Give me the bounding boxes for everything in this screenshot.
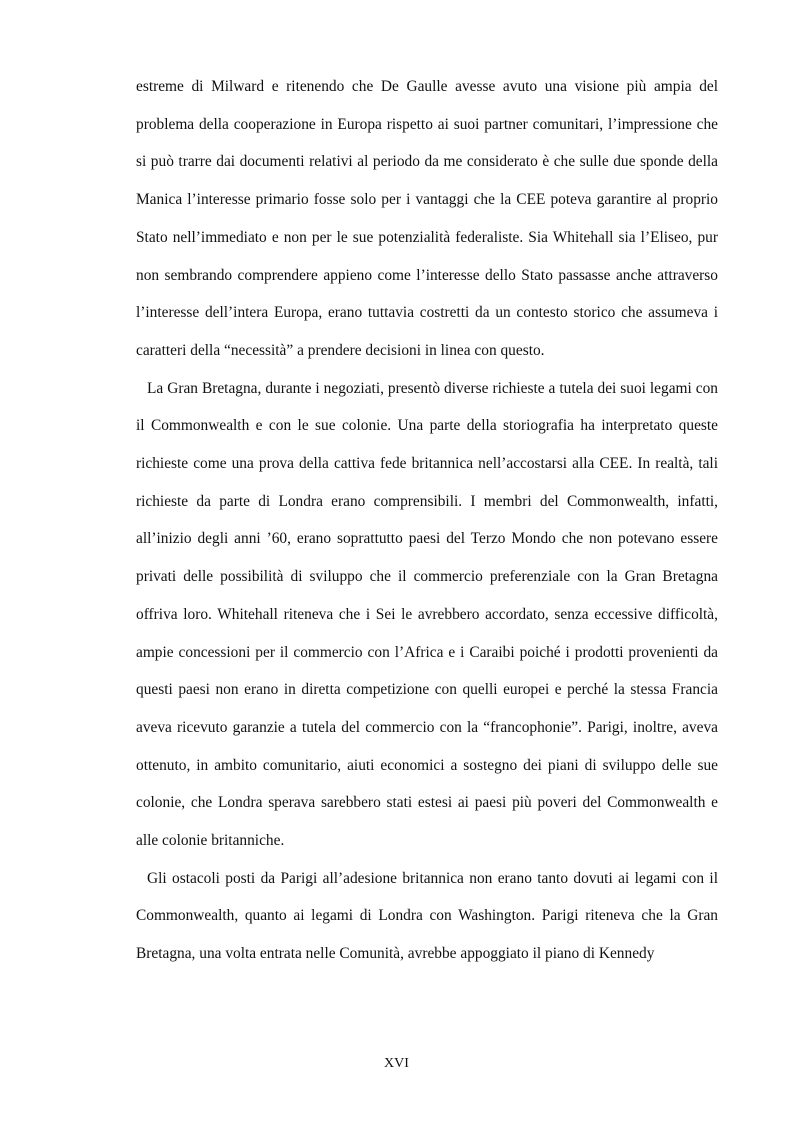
page-number: XVI — [384, 1056, 409, 1071]
paragraph-1: estreme di Milward e ritenendo che De Gaulle avesse avuto una visione più ampia del problema della cooperazione in Europa rispetto ai suoi partner comunitari, l’impressione che si può trarre dai documenti relativi al periodo da me considerato è che sulle due sponde della Manica l’interesse primario fosse solo per i vantaggi che la CEE poteva garantire al proprio Stato nell’immediato e non per le sue potenzialità federaliste. Sia Whitehall sia l’Eliseo, pur non sembrando comprendere appieno come l’interesse dello Stato passasse anche attraverso l’interesse dell’intera Europa, erano tuttavia costretti da un contesto storico che assumeva i caratteri della “necessità” a prendere decisioni in linea con questo. — [136, 78, 718, 359]
document-body — [136, 68, 718, 973]
paragraph-2: La Gran Bretagna, durante i negoziati, presentò diverse richieste a tutela dei suoi legami con il Commonwealth e con le sue colonie. Una parte della storiografia ha interpretato queste richieste come una prova della cattiva fede britannica nell’accostarsi alla CEE. In realtà, tali richieste da parte di Londra erano comprensibili. I membri del Commonwealth, infatti, all’inizio degli anni ’60, erano soprattutto paesi del Terzo Mondo che non potevano essere privati delle possibilità di sviluppo che il commercio preferenziale con la Gran Bretagna offriva loro. Whitehall riteneva che i Sei le avrebbero accordato, senza eccessive difficoltà, ampie concessioni per il commercio con l’Africa e i Caraibi poiché i prodotti provenienti da questi paesi non erano in diretta competizione con quelli europei e perché la stessa Francia aveva ricevuto garanzie a tutela del commercio con la “francophonie”. Parigi, inoltre, aveva ottenuto, in ambito comunitario, aiuti economici a sostegno dei piani di sviluppo delle sue colonie, che Londra sperava sarebbero stati estesi ai paesi più poveri del Commonwealth e alle colonie britanniche. — [136, 379, 718, 850]
paragraph-3: Gli ostacoli posti da Parigi all’adesione britannica non erano tanto dovuti ai legami con il Commonwealth, quanto ai legami di Londra con Washington. Parigi riteneva che la Gran Bretagna, una volta entrata nelle Comunità, avrebbe appoggiato il piano di Kennedy — [136, 869, 718, 963]
